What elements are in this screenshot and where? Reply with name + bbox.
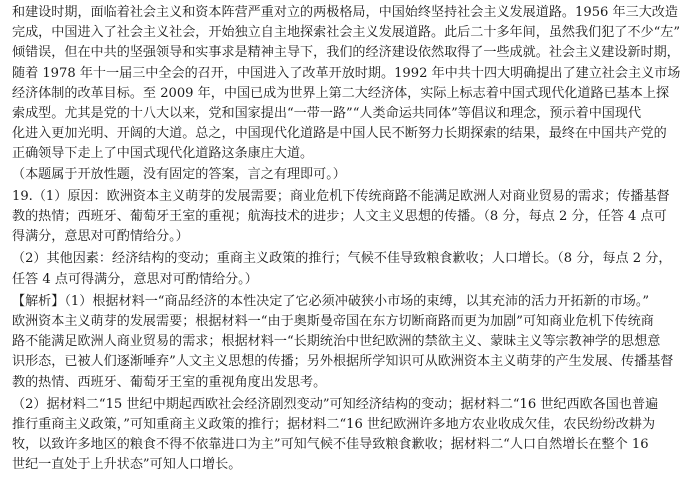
analysis-part-2 xyxy=(12,395,685,476)
text-line: 正确领导下走上了中国式现代化道路这条康庄大道。 xyxy=(12,146,314,162)
text-line: 经济体制的改革目标。至 2009 年，中国已成为世界上第二大经济体，实际上标志着中国式现代化道路已基本上探 xyxy=(12,85,670,101)
text-line: 路不能满足欧洲人商业贸易的需求；根据材料一“长期统治中世纪欧洲的禁欲主义、蒙昧主义等宗教神学的思想意 xyxy=(12,334,661,350)
text-line: （2）据材料二“15 世纪中期起西欧社会经济剧烈变动”可知经济结构的变动；据材料二“16 世纪西欧各国也普遍 xyxy=(12,396,659,412)
text-line: 随着 1978 年十一届三中全会的召开，中国进入了改革开放时期。1992 年中共十四大明确提出了建立社会主义市场 xyxy=(12,65,681,81)
text-line: 和建设时期，面临着社会主义和资本阵营严重对立的两极格局，中国始终坚持社会主义发展道路。1956 年三大改造 xyxy=(12,5,678,20)
text-line: 任答 4 点可得满分，意思对可酌情给分。） xyxy=(12,271,258,287)
text-line: 倾错误，但在中共的坚强领导和实事求是精神主导下，我们的经济建设依然取得了一些成就。社会主义建设新时期， xyxy=(12,45,680,61)
text-line: 欧洲资本主义萌芽的发展需要；根据材料一“由于奥斯曼帝国在东方切断商路而更为加剧”可知商业危机下传统商 xyxy=(12,314,654,330)
text-line: 【解析】（1）根据材料一“商品经济的本性决定了它必须冲破狭小市场的束缚，以其充沛的活力开拓新的市场。” xyxy=(12,293,650,309)
text-line: 识形态，已被人们逐渐唾弃”人文主义思想的传播；另外根据所学知识可从欧洲资本主义萌芽的产生发展、传播基督 xyxy=(12,354,674,370)
text-line: 牧，以致许多地区的粮食不得不依靠进口为主”可知气候不佳导致粮食歉收；据材料二“人口自然增长在整个 16 xyxy=(12,437,649,453)
modernization-paragraph xyxy=(12,3,685,165)
open-question-note xyxy=(12,165,685,185)
text-line: 推行重商主义政策，”可知重商主义政策的推行；据材料二“16 世纪欧洲许多地方农业收成欠佳，农民纷纷改耕为 xyxy=(12,417,656,433)
text-line: 19.（1）原因：欧洲资本主义萌芽的发展需要；商业危机下传统商路不能满足欧洲人对商业贸易的需求；传播基督 xyxy=(12,188,670,204)
text-line: （2）其他因素：经济结构的变动；重商主义政策的推行；气候不佳导致粮食歉收；人口增长。（8 分，每点 2 分， xyxy=(12,251,672,267)
text-line: 完成，中国进入了社会主义社会，开始独立自主地探索社会主义发展道路。此后二十多年间，虽然我们犯了不少“左” xyxy=(12,25,681,41)
answer-19-part-1 xyxy=(12,187,685,248)
text-line: 教的热情；西班牙、葡萄牙王室的重视；航海技术的进步；人文主义思想的传播。（8 分，每点 2 分，任答 4 点可 xyxy=(12,209,667,225)
text-line: 得满分，意思对可酌情给分。） xyxy=(12,229,189,245)
answer-19-part-2 xyxy=(12,249,685,289)
text-line: 教的热情、西班牙、葡萄牙王室的重视角度出发思考。 xyxy=(12,374,327,390)
text-line: （本题属于开放性题，没有固定的答案，言之有理即可。） xyxy=(12,166,346,182)
text-line: 世纪一直处于上升状态”可知人口增长。 xyxy=(12,457,242,473)
text-line: 索成型。尤其是党的十八大以来，党和国家提出“一带一路”“人类命运共同体”等倡议和理念，预示着中国现代 xyxy=(12,106,642,122)
analysis-part-1 xyxy=(12,292,685,393)
text-line: 化进入更加光明、开阔的大道。总之，中国现代化道路是中国人民不断努力长期探索的结果，最终在中国共产党的 xyxy=(12,126,667,142)
